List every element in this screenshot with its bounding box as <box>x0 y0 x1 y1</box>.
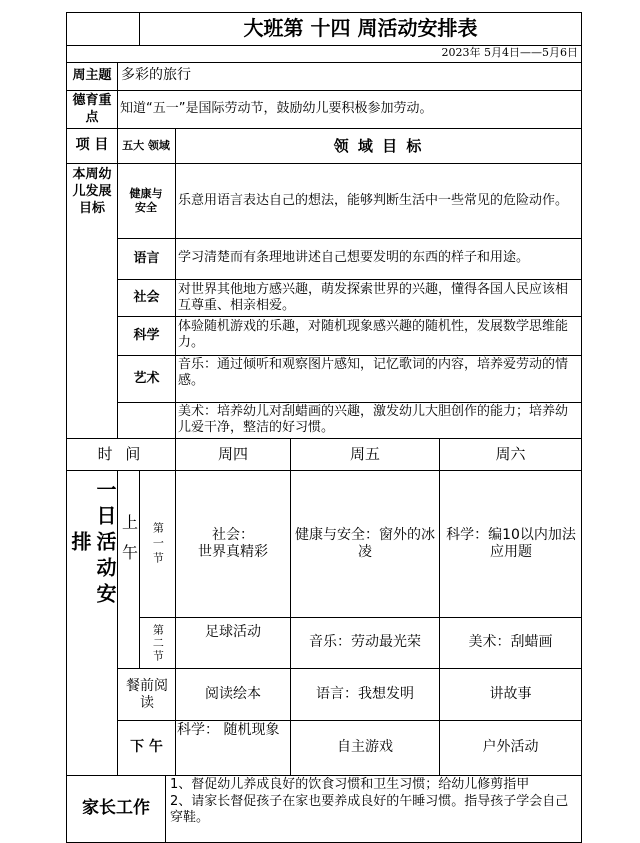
schedule-cell: 语言：我想发明 <box>316 685 414 702</box>
parent-work-line: 1、督促幼儿养成良好的饮食习惯和卫生习惯；给幼儿修剪指甲 <box>170 777 530 792</box>
rule <box>175 128 176 438</box>
period1-text: 第一节 <box>151 521 165 567</box>
goal-text: 对世界其他地方感兴趣，萌发探索世界的兴趣，懂得各国人民应该相互尊重、相亲相爱。 <box>178 282 569 314</box>
goal-text: 体验随机游戏的乐趣，对随机现象感兴趣的随机性，发展数学思维能力。 <box>178 319 569 351</box>
goal-domain: 健康与安全 <box>129 187 163 214</box>
header-item: 项 目 <box>75 137 109 154</box>
day-header: 周五 <box>349 445 380 464</box>
schedule-cell: 足球活动 <box>205 624 261 640</box>
schedule-cell: 科学：编10以内加法应用题 <box>446 526 576 560</box>
morning-label <box>118 471 139 617</box>
goal-text: 学习清楚而有条理地讲述自己想要发明的东西的样子和用途。 <box>178 250 530 265</box>
premeal-label: 餐前阅读 <box>126 677 168 711</box>
day-header: 周六 <box>495 445 526 464</box>
rule <box>117 316 582 317</box>
afternoon-label: 下 午 <box>130 739 163 756</box>
schedule-cell: 科学： 随机现象 <box>177 722 280 738</box>
header-goals: 领 域 目 标 <box>333 136 424 155</box>
schedule-cell: 户外活动 <box>482 739 539 756</box>
schedule-cell: 音乐：劳动最光荣 <box>309 634 421 651</box>
schedule-cell: 讲故事 <box>489 685 532 702</box>
goal-domain: 社会 <box>133 289 160 305</box>
schedule-cell: 健康与安全：窗外的冰凌 <box>295 526 435 560</box>
rule <box>117 355 582 356</box>
period1-label <box>140 471 175 617</box>
goal-text: 音乐：通过倾听和观察图片感知，记忆歌词的内容，培养爱劳动的情感。 <box>178 357 569 389</box>
moral-value: 知道“五一”是国际劳动节，鼓励幼儿要积极参加劳动。 <box>120 101 433 116</box>
period2-label <box>140 618 175 668</box>
date-range: 2023年 5月4日——5月6日 <box>441 46 578 59</box>
goal-text: 美术：培养幼儿对刮蜡画的兴趣，激发幼儿大胆创作的能力；培养幼儿爱干净，整洁的好习惯。 <box>178 404 569 436</box>
goal-domain: 科学 <box>133 327 160 343</box>
daily-schedule-label <box>67 471 117 617</box>
period2-text: 第二节 <box>151 623 165 663</box>
parent-work-line: 2、请家长督促孩子在家也要养成良好的午睡习惯。指导孩子学会自己穿鞋。 <box>170 794 569 826</box>
goal-domain: 艺术 <box>133 370 160 386</box>
rule <box>165 775 166 843</box>
moral-label: 德育重点 <box>72 93 112 125</box>
page-title: 大班第 十四 周活动安排表 <box>243 16 478 40</box>
schedule-cell: 美术：刮蜡画 <box>468 634 553 651</box>
goal-domain: 语言 <box>133 250 160 266</box>
rule <box>117 402 582 403</box>
rule <box>66 90 582 91</box>
time-label: 时 间 <box>97 445 145 464</box>
morning-text: 上午 <box>119 514 139 574</box>
rule <box>581 12 582 843</box>
daily-schedule-text: 一日活动安排 <box>68 479 117 609</box>
theme-label: 周主题 <box>72 68 112 84</box>
rule <box>66 62 582 63</box>
schedule-cell: 自主游戏 <box>337 739 393 756</box>
rule <box>117 238 582 239</box>
theme-value: 多彩的旅行 <box>121 67 191 83</box>
rule <box>117 279 582 280</box>
goal-text: 乐意用语言表达自己的想法，能够判断生活中一些常见的危险动作。 <box>178 193 569 208</box>
parent-work-label: 家长工作 <box>82 798 150 819</box>
header-domains: 五大 领域 <box>122 139 170 153</box>
schedule-cell: 阅读绘本 <box>205 685 261 702</box>
dev-goals-label: 本周幼儿发展目标 <box>72 167 112 216</box>
day-header: 周四 <box>217 445 248 464</box>
schedule-cell: 社会： 世界真精彩 <box>198 526 268 560</box>
